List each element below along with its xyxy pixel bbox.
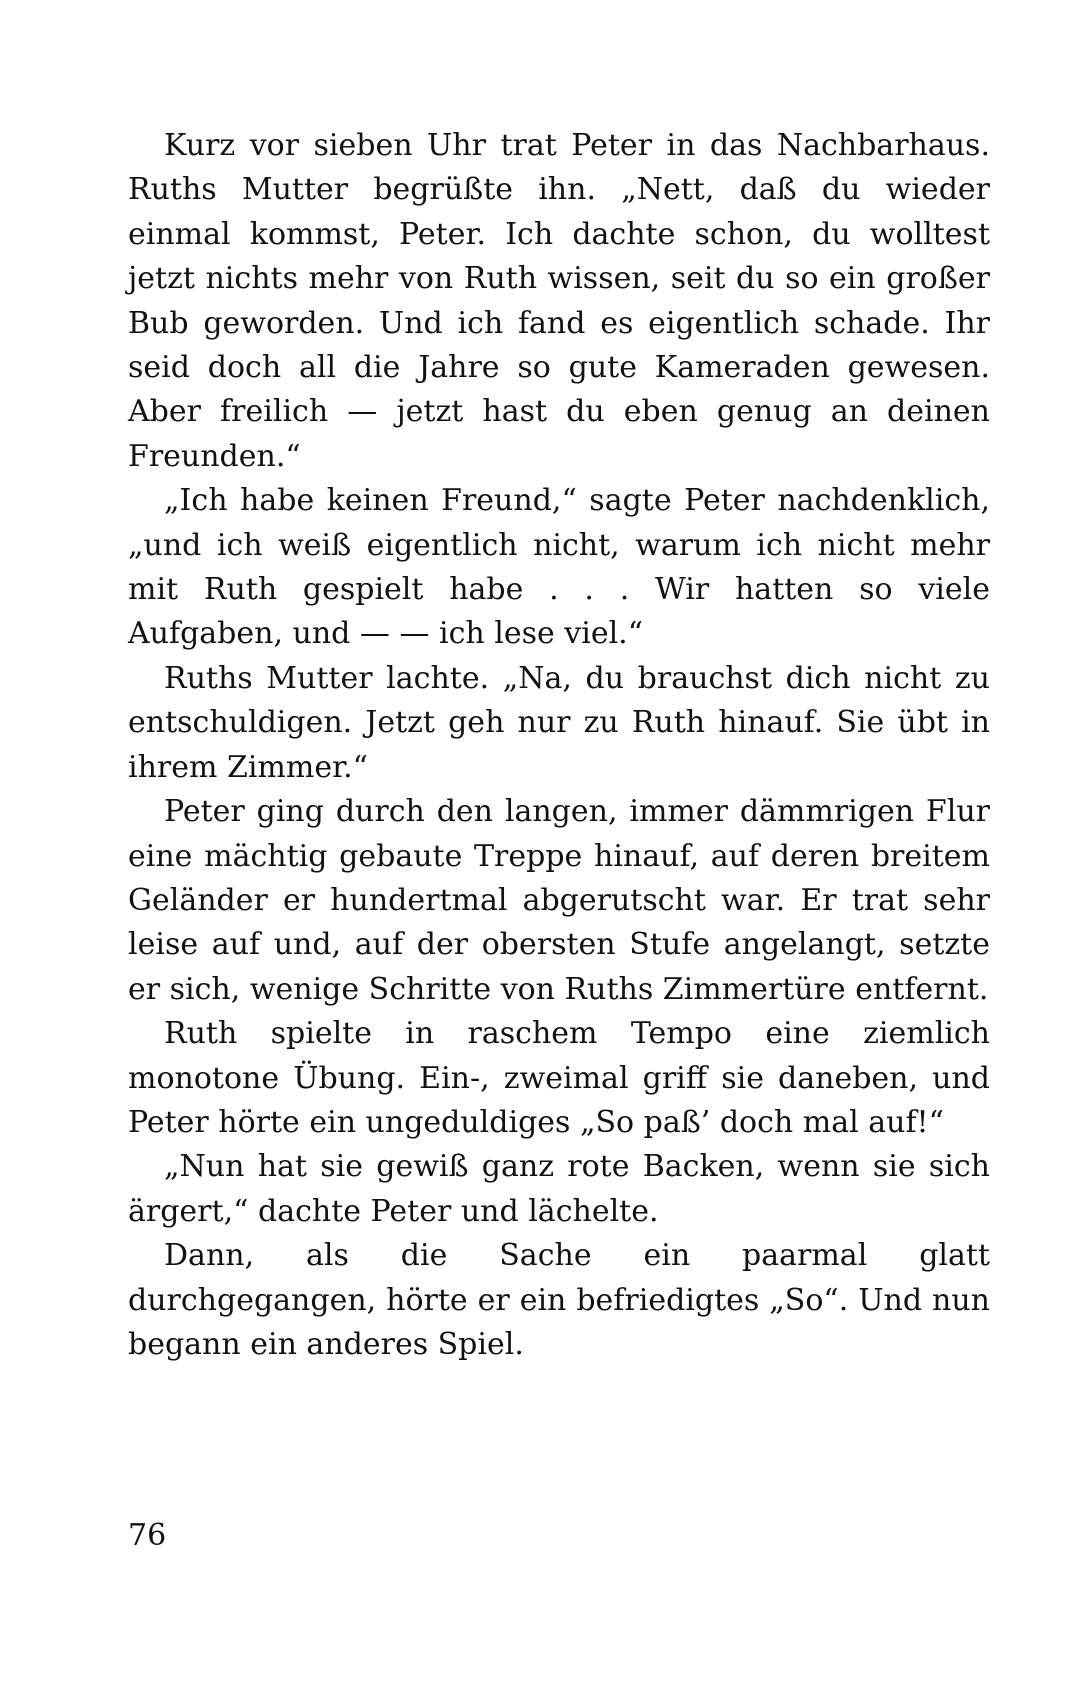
paragraph-1: Kurz vor sieben Uhr trat Peter in das Nachbarhaus. Ruths Mutter begrüßte ihn. „Nett, daß du wieder einmal kommst, Peter. Ich dachte schon, du wolltest jetzt nichts mehr von Ruth wissen, seit du so ein großer Bub geworden. Und ich fand es eigentlich schade. Ihr seid doch all die Jahre so gute Kameraden gewesen. Aber freilich — jetzt hast du eben genug an deinen Freunden.“	[128, 128, 990, 474]
paragraph-5: Ruth spielte in raschem Tempo eine ziemlich monotone Übung. Ein-, zweimal griff sie daneben, und Peter hörte ein ungeduldiges „So paß’ doch mal auf!“	[128, 1016, 990, 1140]
body-text	[128, 124, 990, 1367]
page-number: 76	[128, 1518, 167, 1553]
paragraph-3: Ruths Mutter lachte. „Na, du brauchst dich nicht zu entschuldigen. Jetzt geh nur zu Ruth hinauf. Sie übt in ihrem Zimmer.“	[128, 660, 990, 785]
paragraph-7: Dann, als die Sache ein paarmal glatt durchgegangen, hörte er ein befriedigtes „So“. Und nun begann ein anderes Spiel.	[128, 1238, 990, 1362]
paragraph-2: „Ich habe keinen Freund,“ sagte Peter nachdenklich, „und ich weiß eigentlich nicht, warum ich nicht mehr mit Ruth gespielt habe . . . Wir hatten so viele Aufgaben, und — — ich lese viel.“	[128, 483, 990, 652]
paragraph-4: Peter ging durch den langen, immer dämmrigen Flur eine mächtig gebaute Treppe hinauf, auf deren breitem Geländer er hundertmal abgerutscht war. Er trat sehr leise auf und, auf der obersten Stufe angelangt, setzte er sich, wenige Schritte von Ruths Zimmertüre entfernt.	[128, 794, 990, 1007]
paragraph-6: „Nun hat sie gewiß ganz rote Backen, wenn sie sich ärgert,“ dachte Peter und lächelte.	[128, 1149, 990, 1229]
